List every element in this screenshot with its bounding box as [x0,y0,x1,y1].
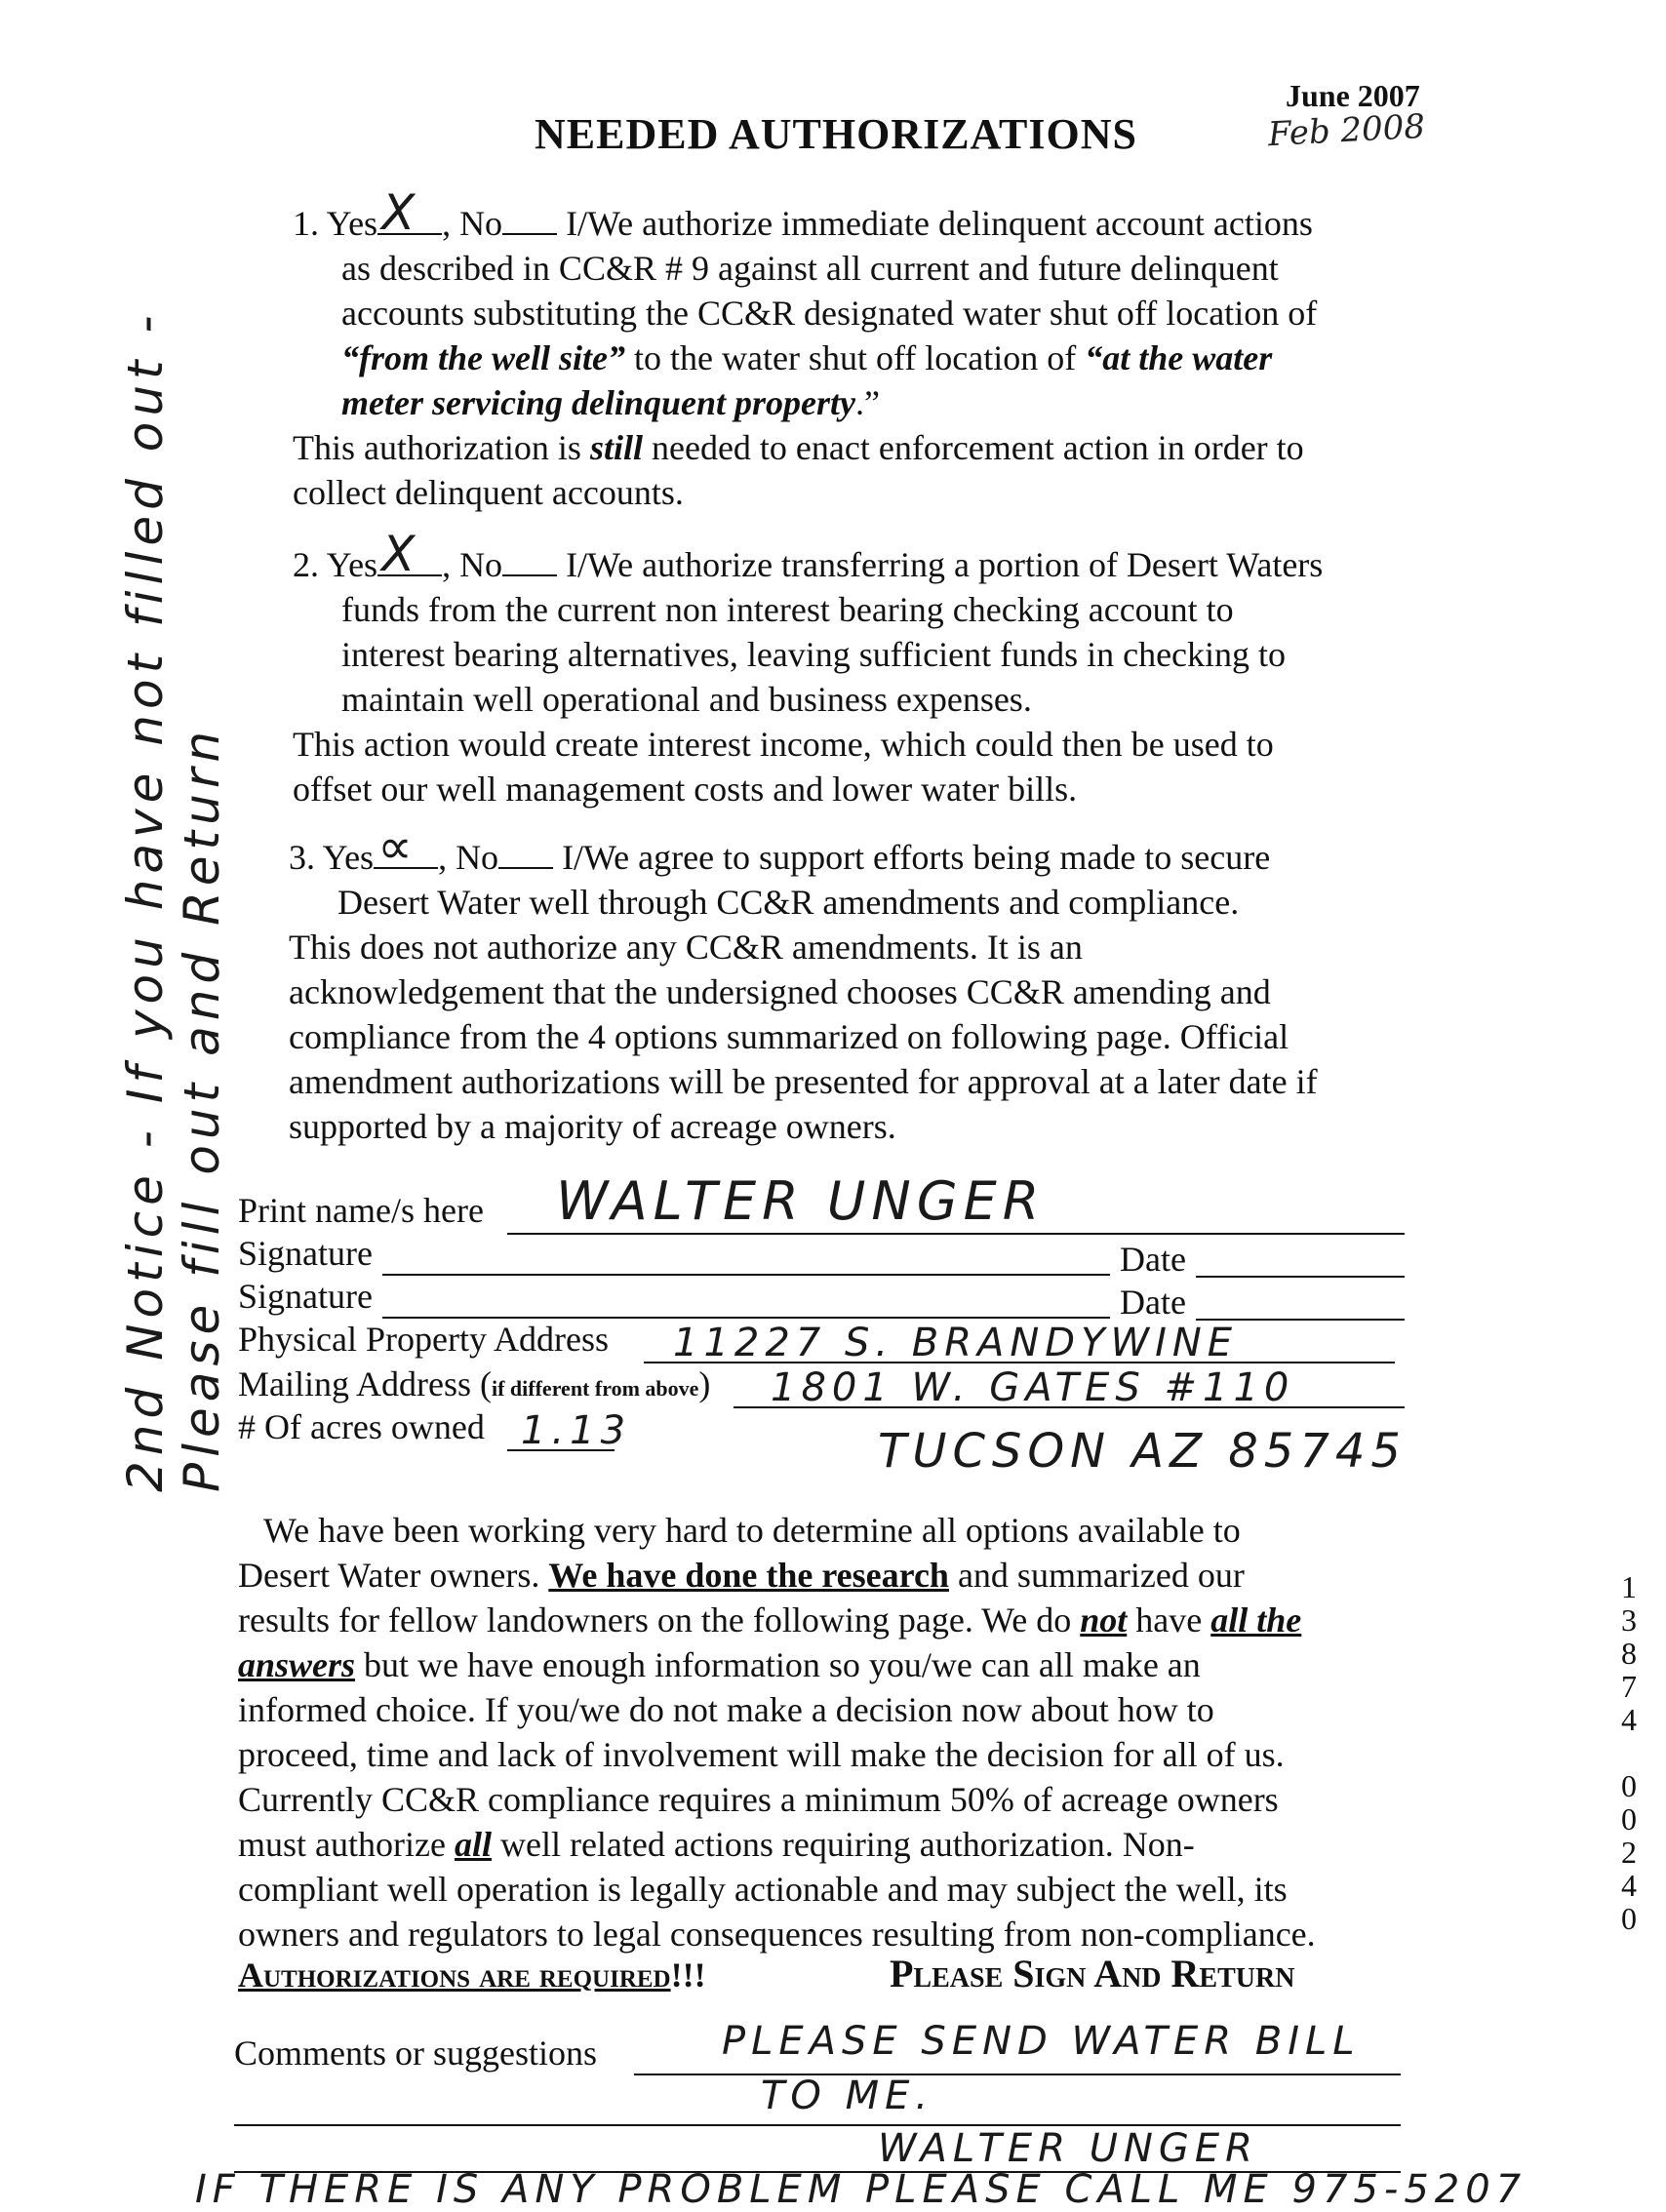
property-address-label: Physical Property Address [238,1320,609,1359]
item-number: 2. [293,545,319,584]
comments-label: Comments or suggestions [234,2034,598,2073]
no-label: No [456,838,499,877]
check-mark: X [381,526,421,582]
sign-and-return-notice: Please Sign And Return [890,1952,1295,1995]
item-3: 3. Yes ∝ , No I/We agree to support efforts being made to secure Desert Water well through CC&R amendments and compliance. This does not authorize any CC&R amendments. It is an acknowledgement that the undersigned chooses CC&R amending and compliance from the 4 options summarized on following page. Official amendment authorizations will be presented for approval at a later date if supported by a majority of acreage owners. [289,835,1440,1149]
print-name-field[interactable]: WALTER UNGER [556,1170,1046,1232]
para-text: Desert Water owners. [238,1556,549,1595]
note-text: This does not authorize any CC&R amendments. It is an [289,928,1083,967]
no-checkbox[interactable] [502,204,557,235]
note-text: This action would create interest income, which could then be used to [293,725,1274,764]
para-text: results for fellow landowners on the following page. We do [238,1600,1081,1639]
yes-label: Yes [322,838,375,877]
item-number: 3. [289,838,315,877]
print-name-label: Print name/s here [238,1191,484,1230]
note-text: compliance from the 4 options summarized on following page. Official [289,1017,1289,1056]
emphasis-text: still [589,428,643,467]
note-text: offset our well management costs and lower water bills. [293,770,1078,809]
item-text: funds from the current non interest bearing checking account to [341,590,1234,629]
note-text: collect delinquent accounts. [293,473,684,512]
yes-checkbox[interactable] [374,818,438,875]
comments-line-1 [634,2074,1401,2075]
mailing-label-text: Mailing Address ( [238,1364,492,1403]
para-line: proceed, time and lack of involvement will make the decision for all of us. [238,1735,1285,1774]
form-date: June 2007 [1286,78,1420,113]
required-notice [238,1955,706,1995]
no-checkbox[interactable] [498,838,553,869]
yes-label: Yes [326,545,378,584]
item-text: Desert Water well through CC&R amendments and compliance. [337,883,1240,922]
property-address-field[interactable]: 11227 S. BRANDYWINE [673,1321,1239,1365]
item-1: 1. Yes X , No I/We authorize immediate delinquent account actions as described in CC&R # 9 against all current and future delinquent accounts substituting the CC&R designated water shut off location of “from the well site” to the water shut off location of “at the water meter servicing delinquent property.” This authorization is still needed to enact enforcement action in order to collect delinquent accounts. [293,201,1444,515]
no-label: No [459,204,503,243]
para-line: We have been working very hard to determine all options available to [263,1511,1241,1550]
note-text: needed to enact enforcement action in order to [642,428,1304,467]
signature-field-1[interactable] [382,1274,1110,1276]
emphasis-text: We have done the research [548,1556,949,1595]
signature-label: Signature [238,1234,373,1273]
para-text: have [1127,1600,1211,1639]
item-text: as described in CC&R # 9 against all current and future delinquent [341,249,1279,288]
print-name-line [507,1233,1405,1235]
item-text: maintain well operational and business expenses. [341,680,1032,719]
page-title: NEEDED AUTHORIZATIONS [535,110,1137,158]
date-field-1[interactable] [1196,1276,1405,1278]
no-label: No [459,545,503,584]
emphasis-text: all [454,1825,492,1864]
date-label: Date [1120,1283,1186,1322]
comments-line-3-text: WALTER UNGER [878,2126,1258,2171]
item-text: I/We authorize immediate delinquent account actions [566,204,1313,243]
bottom-handwritten-note: IF THERE IS ANY PROBLEM PLEASE CALL ME 975-5207 [195,2167,1527,2212]
required-text: Authorizations are required [238,1955,671,1995]
para-text: and summarized our [948,1556,1245,1595]
note-text: This authorization is [293,428,590,467]
margin-handwritten-note: 2nd Notice - If you have not filled out - Please fill out and Return [117,309,230,1492]
item-text: I/We authorize transferring a portion of Desert Waters [566,545,1324,584]
emphasis-text: answers [238,1645,356,1684]
note-text: amendment authorizations will be presented for approval at a later date if [289,1062,1318,1101]
yes-checkbox[interactable] [377,526,442,582]
emphasis-text: “from the well site” [341,338,625,377]
para-line: informed choice. If you/we do not make a decision now about how to [238,1690,1214,1729]
item-2: 2. Yes X , No I/We authorize transferring a portion of Desert Waters funds from the current non interest bearing checking account to interest bearing alternatives, leaving sufficient funds in checking to maintain well operational and business expenses. This action would create interest income, which could then be used to offset our well management costs and lower water bills. [293,542,1444,811]
emphasis-text: meter servicing delinquent property [341,383,855,422]
note-text: acknowledgement that the undersigned chooses CC&R amending and [289,972,1271,1011]
mailing-address-field[interactable]: 1801 W. GATES #110 [771,1365,1295,1410]
para-text: but we have enough information so you/we can all make an [355,1645,1201,1684]
emphasis-text: all the [1210,1600,1302,1639]
emphasis-text: “at the water [1085,338,1273,377]
para-line: owners and regulators to legal consequences resulting from non-compliance. [238,1915,1316,1954]
comments-field[interactable]: PLEASE SEND WATER BILL [722,2019,1361,2064]
item-text: accounts substituting the CC&R designated water shut off location of [341,294,1318,333]
acres-label: # Of acres owned [238,1407,485,1446]
info-paragraph [238,1508,1428,1956]
item-text: to the water shut off location of [625,338,1086,377]
yes-label: Yes [326,204,378,243]
date-label: Date [1120,1240,1186,1279]
no-checkbox[interactable] [502,545,557,576]
signature-label: Signature [238,1277,373,1316]
mailing-label-text: ) [698,1364,711,1403]
para-text: must authorize [238,1825,455,1864]
mailing-address-label [238,1363,710,1404]
note-text: supported by a majority of acreage owners. [289,1107,896,1146]
acres-field[interactable]: 1.13 [521,1408,632,1453]
exclamation: !!! [670,1955,706,1995]
item-text: interest bearing alternatives, leaving sufficient funds in checking to [341,635,1287,674]
item-text: .” [854,383,880,422]
mailing-label-note: if different from above [491,1376,699,1401]
handwritten-date: Feb 2008 [1267,106,1426,155]
check-mark: ∝ [377,818,418,875]
comments-line-2-text: TO ME. [761,2074,934,2118]
para-line: Currently CC&R compliance requires a minimum 50% of acreage owners [238,1780,1279,1819]
item-number: 1. [293,204,319,243]
emphasis-text: not [1080,1600,1128,1639]
para-line: compliant well operation is legally actionable and may subject the well, its [238,1870,1288,1909]
mailing-address-city: TUCSON AZ 85745 [878,1424,1407,1479]
para-text: well related actions requiring authorization. Non- [491,1825,1195,1864]
item-text: I/We agree to support efforts being made to secure [562,838,1271,877]
check-mark: X [381,184,421,241]
document-id-stamp: 1 3 8 7 4 0 0 2 4 0 [1621,1569,1637,1936]
yes-checkbox[interactable] [377,184,442,241]
